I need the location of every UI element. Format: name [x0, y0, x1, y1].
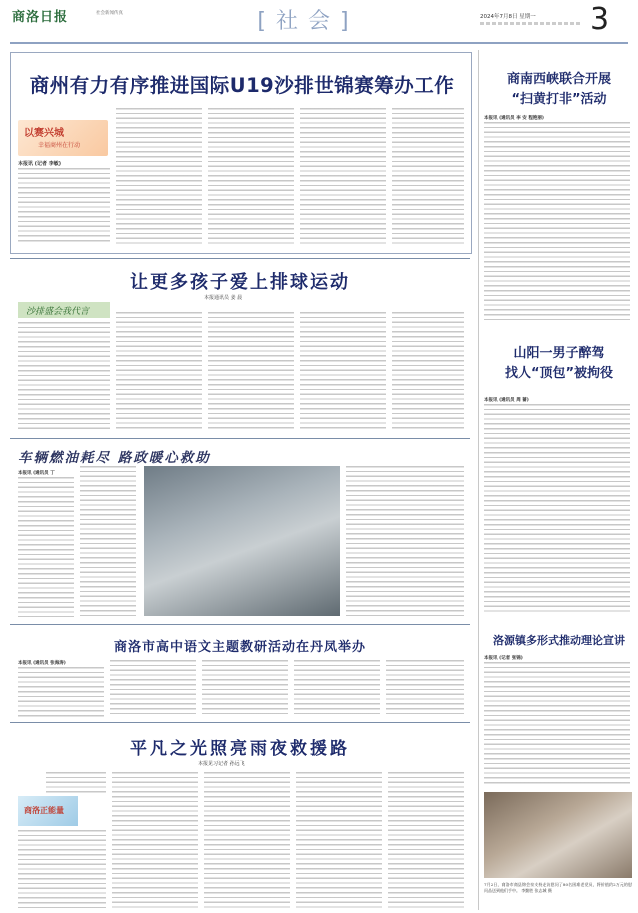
- sidebar2-title-line1: 山阳一男子醉驾: [513, 346, 605, 361]
- car-title: 车辆燃油耗尽 路政暖心救助: [18, 450, 211, 466]
- page-number: 3: [590, 2, 610, 37]
- rescue-column-label-text: 商洛正能量: [24, 806, 64, 815]
- sidebar1-title-line2: “扫黄打非”活动: [511, 92, 607, 107]
- badge-line2: 幸福商州在行动: [38, 142, 81, 149]
- volleyball-byline: 本报通讯员 姜 晨: [204, 295, 243, 301]
- column-label-text: 沙排盛会我代言: [26, 307, 90, 317]
- divider-2: [10, 438, 470, 439]
- badge-line1: 以赛兴城: [24, 128, 64, 139]
- masthead-sub: 社会新闻传真: [96, 11, 123, 16]
- main-article-body-col3: [208, 108, 294, 246]
- rescue-body-top: [46, 772, 106, 794]
- sidebar1-title-line1: 商南西峡联合开展: [506, 72, 611, 87]
- car-body-col1: [18, 477, 74, 617]
- rescue-body-col5: [388, 772, 464, 908]
- volleyball-body-col2: [116, 312, 202, 432]
- sidebar2-author: 本报讯 (通讯员 周 蔷): [484, 398, 529, 403]
- sidebar-photo: [484, 792, 632, 878]
- main-article-title: 商州有力有序推进国际U19沙排世锦赛筹办工作: [29, 74, 455, 97]
- rescue-body-col3: [204, 772, 290, 908]
- sidebar3-body: [484, 662, 630, 786]
- main-article-body-col4: [300, 108, 386, 246]
- main-article-badge: [18, 120, 108, 156]
- volleyball-body-col3: [208, 312, 294, 432]
- rescue-body-col1: [18, 830, 106, 908]
- car-body-col3: [346, 466, 464, 617]
- masthead: [0, 0, 638, 46]
- sidebar2-body: [484, 404, 630, 614]
- section-name: 社会: [275, 9, 340, 34]
- sidebar3-author: 本报讯 (记者 张锦): [484, 656, 523, 661]
- divider-1: [10, 258, 470, 259]
- section-title: [248, 4, 368, 35]
- car-author: 本报讯 (通讯员 丁: [18, 471, 55, 476]
- masthead-sub-line: [12, 22, 142, 26]
- teaching-body-col5: [386, 660, 464, 717]
- rescue-body-col4: [296, 772, 382, 908]
- teaching-body-col1: [18, 667, 104, 717]
- sidebar-divider: [478, 50, 479, 910]
- divider-4: [10, 722, 470, 723]
- volleyball-body-col5: [392, 312, 464, 432]
- volleyball-body-col1: [18, 322, 110, 432]
- teaching-author: 本报讯 (通讯员 张海涛): [18, 661, 66, 666]
- main-article-body-col5: [392, 108, 464, 246]
- newspaper-logo: 商洛日报: [12, 10, 69, 25]
- issue-date: 2024年7月8日 星期一: [480, 14, 536, 20]
- main-article-body-col2: [116, 108, 202, 246]
- rescue-title: 平凡之光照亮雨夜救援路: [130, 739, 350, 759]
- car-photo: [144, 466, 340, 616]
- rescue-column-label: [18, 796, 78, 826]
- main-article-author: 本报讯 (记者 李敏): [18, 161, 62, 167]
- teaching-body-col4: [294, 660, 380, 717]
- volleyball-column-label: [18, 302, 110, 318]
- teaching-body-col3: [202, 660, 288, 717]
- volleyball-body-col4: [300, 312, 386, 432]
- volleyball-title: 让更多孩子爱上排球运动: [130, 272, 350, 293]
- rescue-body-col2: [112, 772, 198, 908]
- sidebar3-title: 洛源镇多形式推动理论宣讲: [493, 634, 625, 647]
- sidebar2-title-line2: 找人“顶包”被拘役: [504, 366, 614, 381]
- bracket-left: [: [257, 9, 276, 34]
- main-article-body-col1: [18, 168, 110, 244]
- rescue-byline: 本报见习记者 孙远飞: [198, 761, 245, 767]
- teaching-body-col2: [110, 660, 196, 717]
- date-sub: [480, 22, 580, 25]
- photo-caption: 7月2日，商洛市商县锦会泉支持走访慰问了80名困难老党员，将价值约2万元的慰问品送到他们手中。 李勤胜 张志城 摄: [484, 882, 632, 893]
- divider-3: [10, 624, 470, 625]
- sidebar1-author: 本报讯 (通讯员 李 安 程艳丽): [484, 116, 544, 121]
- masthead-rule: [10, 42, 628, 44]
- car-body-col2: [80, 466, 136, 617]
- sidebar1-body: [484, 122, 630, 320]
- bracket-right: ]: [340, 9, 359, 34]
- teaching-title: 商洛市高中语文主题教研活动在丹凤举办: [113, 640, 366, 655]
